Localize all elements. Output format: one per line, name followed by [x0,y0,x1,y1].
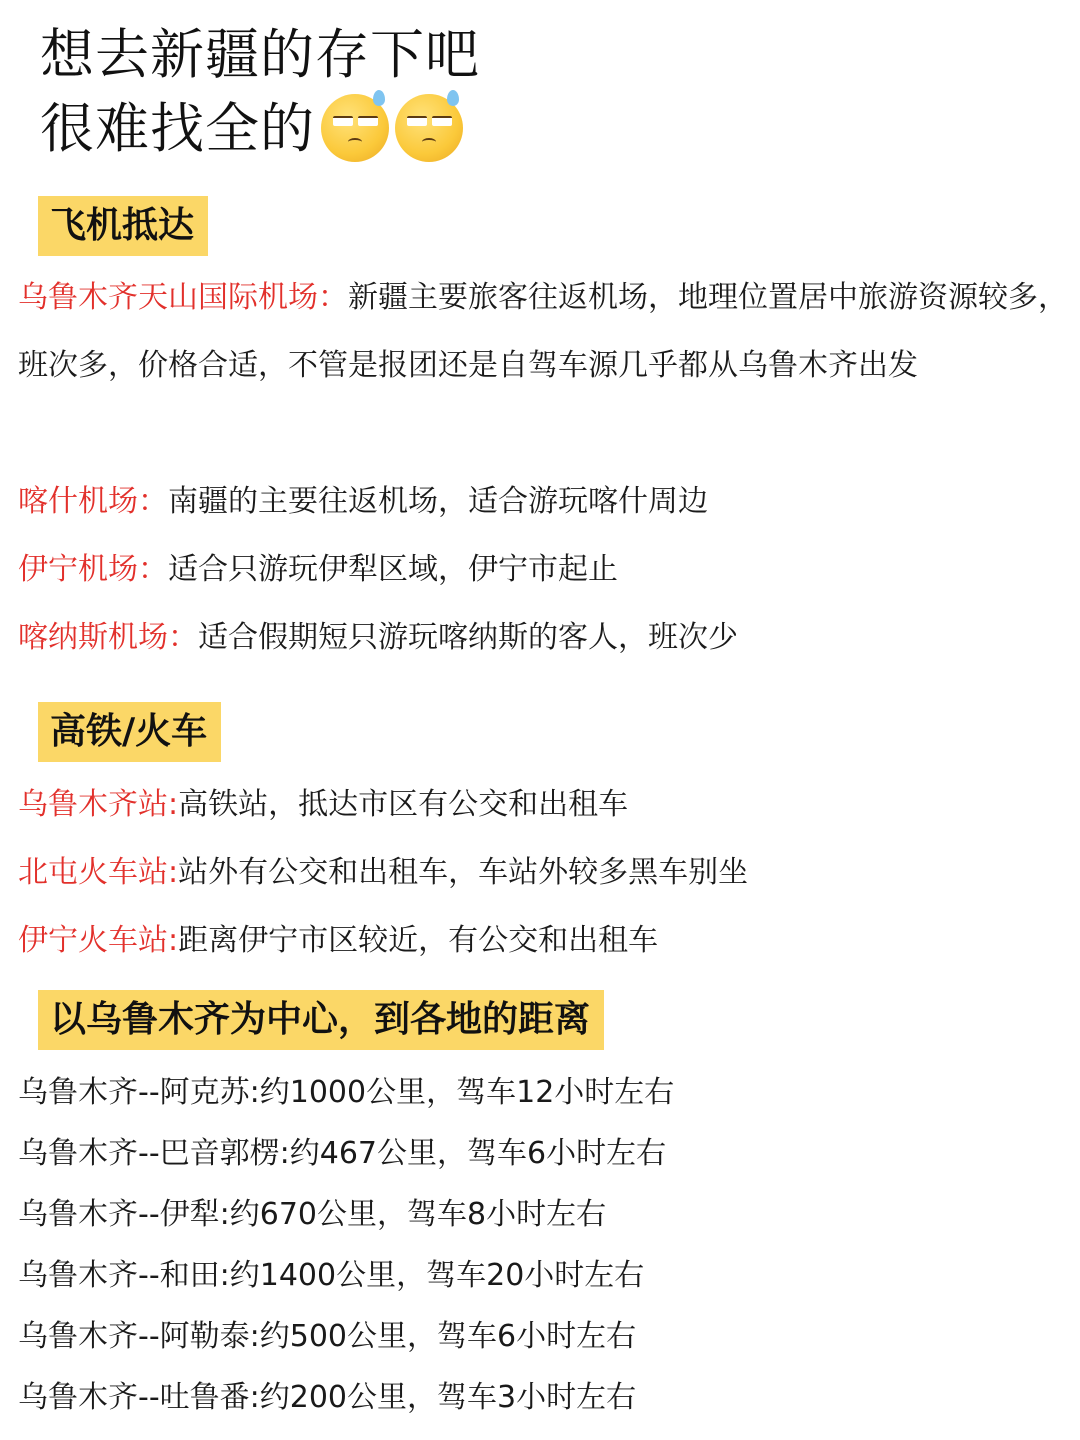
flight-item-urumqi [18,264,1068,400]
title-line-2 [40,92,480,166]
flight-item-name: 喀纳斯机场： [18,620,198,655]
flight-item-yining [18,536,618,604]
train-item-name: 伊宁火车站: [18,923,179,958]
train-item-desc: 站外有公交和出租车，车站外较多黑车别坐 [178,855,749,890]
train-item-urumqi [18,771,628,839]
distance-item: 乌鲁木齐--伊犁:约670公里，驾车8小时左右 [18,1197,607,1232]
train-item-desc: 距离伊宁市区较近，有公交和出租车 [178,923,659,958]
train-item-desc: 高铁站，抵达市区有公交和出租车 [178,787,629,822]
distance-item: 乌鲁木齐--吐鲁番:约200公里，驾车3小时左右 [18,1380,637,1415]
train-item-beitun [18,839,748,907]
downcast-sweat-face-icon [321,94,389,162]
flight-item-desc: 适合只游玩伊犁区域，伊宁市起止 [168,552,618,587]
distance-item: 乌鲁木齐--阿克苏:约1000公里，驾车12小时左右 [18,1075,675,1110]
flight-item-name: 伊宁机场： [18,552,168,587]
train-item-name: 北屯火车站: [18,855,179,890]
flight-item-kanas [18,604,738,672]
section-heading-distance: 以乌鲁木齐为中心，到各地的距离 [38,990,604,1050]
title-line-1: 想去新疆的存下吧 [40,23,480,86]
flight-item-kashgar [18,468,708,536]
flight-item-desc: 适合假期短只游玩喀纳斯的客人，班次少 [198,620,738,655]
section-heading-train: 高铁/火车 [38,702,221,762]
distance-item: 乌鲁木齐--阿勒泰:约500公里，驾车6小时左右 [18,1319,637,1354]
flight-item-desc: 新疆主要旅客往返机场，地理位置居中旅游资源较多，班次多，价格合适，不管是报团还是自驾车源几乎都从乌鲁木齐出发 [18,280,1068,383]
title-line-2-text: 很难找全的 [40,97,315,160]
flight-item-name: 乌鲁木齐天山国际机场： [18,280,348,315]
downcast-sweat-face-icon [395,94,463,162]
distance-item: 乌鲁木齐--巴音郭楞:约467公里，驾车6小时左右 [18,1136,667,1171]
distance-item: 乌鲁木齐--和田:约1400公里，驾车20小时左右 [18,1258,645,1293]
train-item-name: 乌鲁木齐站: [18,787,179,822]
section-heading-flight: 飞机抵达 [38,196,208,256]
page-title [40,18,480,166]
flight-item-desc: 南疆的主要往返机场，适合游玩喀什周边 [168,484,708,519]
train-item-yining [18,907,658,975]
flight-item-name: 喀什机场： [18,484,168,519]
